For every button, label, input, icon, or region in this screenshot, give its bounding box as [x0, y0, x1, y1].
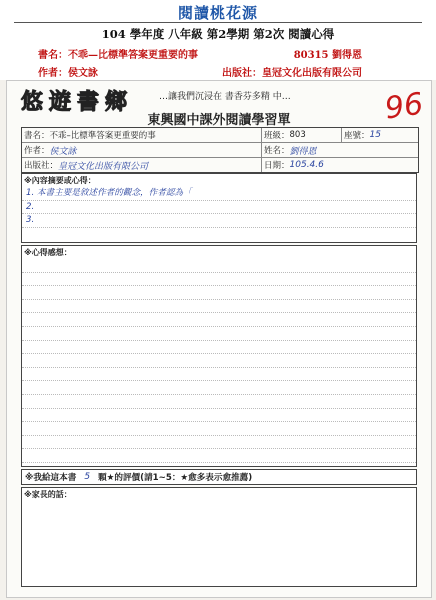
page-title: 閱讀桃花源	[177, 4, 258, 22]
reflection-line	[22, 259, 416, 273]
summary-box	[21, 173, 417, 243]
divider	[14, 22, 422, 23]
logo: 悠遊書鄉	[21, 89, 134, 115]
publisher-label: 出版社：	[24, 161, 59, 171]
seat-value: 15	[369, 130, 381, 140]
parent-label: ※家長的話：	[24, 490, 72, 499]
reflection-line	[22, 395, 416, 409]
reflection-line	[22, 381, 416, 395]
author-label: 作者：	[24, 146, 50, 156]
publisher-label: 出版社：	[222, 68, 262, 79]
info-grid	[21, 127, 419, 173]
name-value: 劉得恩	[289, 146, 317, 157]
reflection-label: ※心得感想：	[24, 248, 72, 257]
book-label: 書名：	[38, 50, 68, 61]
class-label: 班級：	[264, 131, 290, 141]
reflection-line	[22, 368, 416, 382]
publisher-value: 皇冠文化出版有限公司	[58, 161, 149, 172]
reflection-line	[22, 313, 416, 327]
date-value: 105.4.6	[289, 160, 324, 170]
book-name: 不乖–比標準答案更重要的事	[49, 131, 156, 141]
info-row	[22, 158, 418, 172]
student-id: 80315 劉得恩	[293, 50, 362, 61]
summary-line: 1. 本書主要是敘述作者的觀念，作者認為「	[22, 187, 416, 201]
reflection-line	[22, 273, 416, 287]
summary-line: 2.	[22, 201, 416, 215]
rating-row	[21, 469, 417, 485]
info-row	[22, 143, 418, 158]
parent-line	[22, 501, 416, 514]
score: 96	[382, 86, 426, 127]
name-label: 姓名：	[264, 146, 290, 156]
book-name-label: 書名：	[24, 131, 50, 141]
reflection-line	[22, 327, 416, 341]
rating-label: ※我給這本書	[25, 473, 77, 483]
reflection-line	[22, 449, 416, 463]
reflection-line	[22, 300, 416, 314]
summary-line: 3.	[22, 214, 416, 228]
parent-line	[22, 514, 416, 527]
class-value: 803	[289, 130, 306, 140]
parent-box	[21, 487, 417, 587]
slogan: …讓我們沉浸在 書香芬多精 中…	[159, 92, 291, 102]
author-value: 侯文詠	[49, 146, 77, 157]
author: 侯文詠	[68, 68, 98, 79]
form-title: 東興國中課外閱讀學習單	[147, 113, 291, 128]
seat-label: 座號：	[344, 131, 370, 141]
author-label: 作者：	[38, 68, 68, 79]
reflection-line	[22, 409, 416, 423]
header-info	[0, 42, 436, 80]
worksheet	[6, 80, 432, 598]
rating-suffix: 顆★的評價(請1~5：★愈多表示愈推薦)	[98, 473, 253, 483]
reflection-line	[22, 286, 416, 300]
rating-value: 5	[84, 472, 91, 482]
reflection-box	[21, 245, 417, 467]
info-row	[22, 128, 418, 143]
reflection-line	[22, 436, 416, 450]
book-title: 不乖—比標準答案更重要的事	[68, 50, 198, 61]
reflection-line	[22, 422, 416, 436]
summary-label: ※內容摘要或心得：	[24, 176, 96, 185]
publisher: 皇冠文化出版有限公司	[262, 68, 362, 79]
reflection-line	[22, 341, 416, 355]
date-label: 日期：	[264, 161, 290, 171]
reflection-line	[22, 354, 416, 368]
term-line: 104 學年度 八年級 第2學期 第2次 閱讀心得	[101, 27, 335, 41]
